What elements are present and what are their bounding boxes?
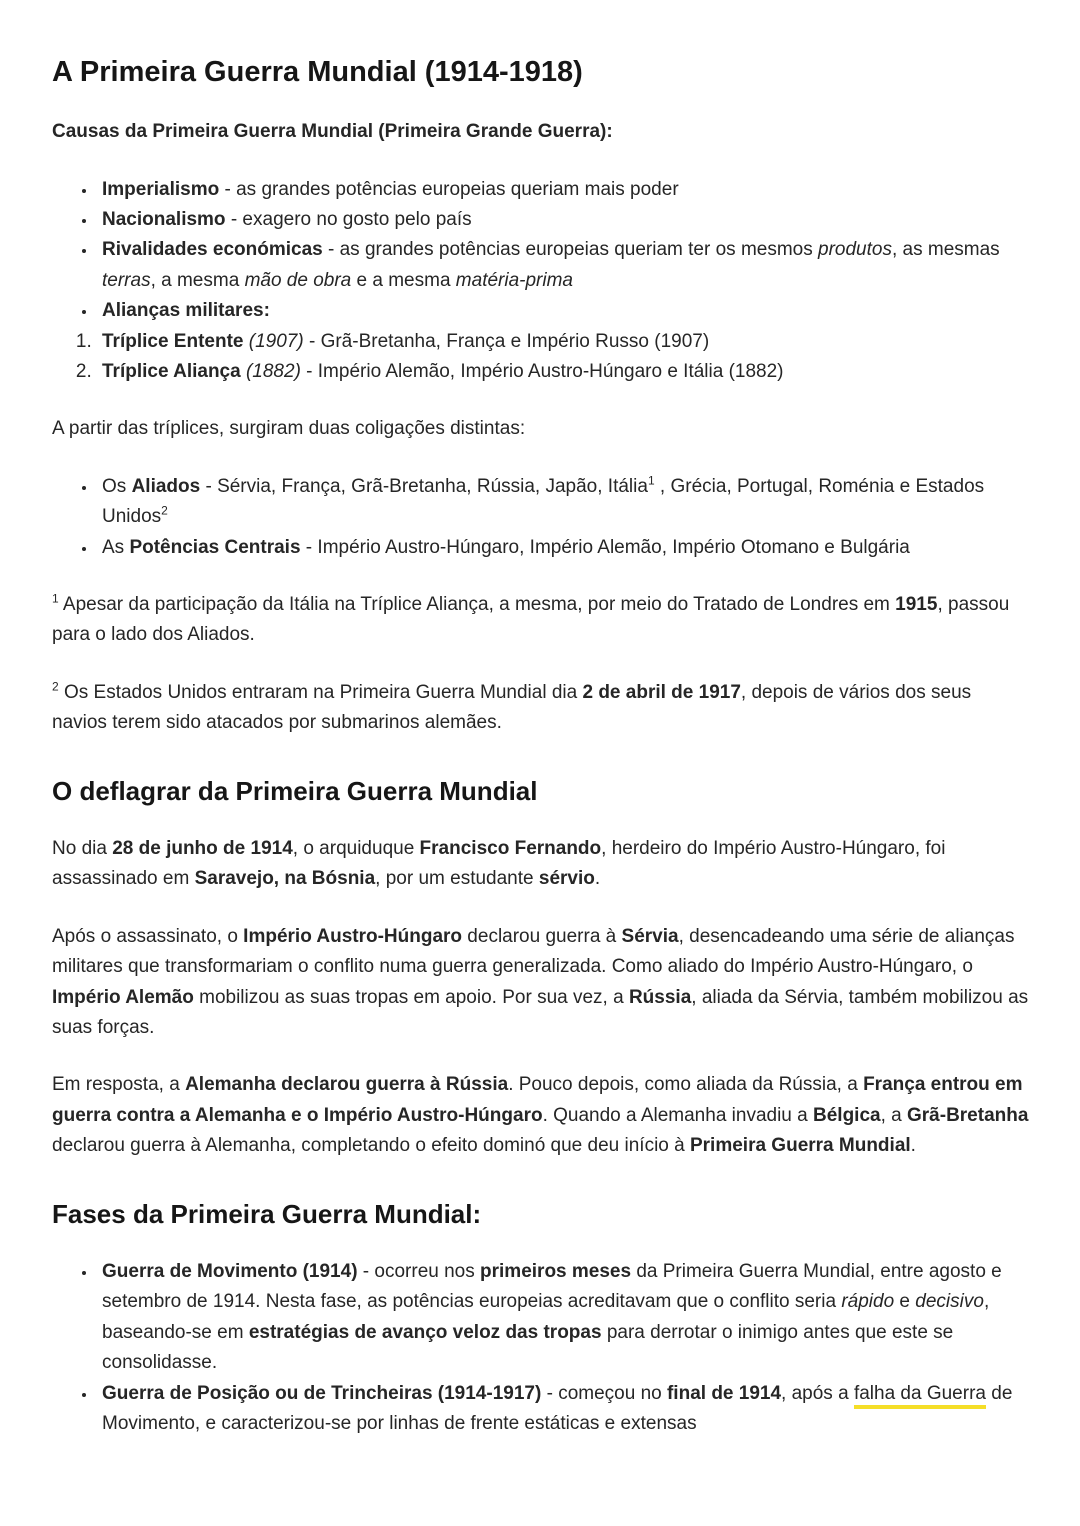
list-item: • Alianças militares: (97, 296, 1030, 326)
deflagrar-paragraph-3: Em resposta, a Alemanha declarou guerra à Rússia. Pouco depois, como aliada da Rússia, a França entrou em guerra contra a Alemanha e o Império Austro-Húngaro. Quando a Alemanha invadiu a Bélgica, a Grã-Bretanha declarou guerra à Alemanha, completando o efeito dominó que deu início à Primeira Guerra Mundial. (52, 1074, 1029, 1157)
footnote-2: $^2$ Os Estados Unidos entraram na Primeira Guerra Mundial dia 2 de abril de 1917, depois de vários dos seus navios terem sido atacados por submarinos alemães. (52, 679, 972, 734)
coligacoes-list (52, 472, 1030, 563)
fases-list (52, 1257, 1030, 1439)
list-item: • Guerra de Movimento (1914) - ocorreu nos primeiros meses da Primeira Guerra Mundial, entre agosto e setembro de 1914. Nesta fase, as potências europeias acreditavam que o conflito seria rápido e decisivo, baseando-se em estratégias de avanço veloz das tropas para derrotar o inimigo antes que este se consolidasse. (97, 1257, 1030, 1379)
deflagrar-heading: O deflagrar da Primeira Guerra Mundial (52, 775, 538, 806)
list-item: • Guerra de Posição ou de Trincheiras (1914-1917) - começou no final de 1914, após a falha da Guerra de Movimento, e caracterizou-se por linhas de frente estáticas e extensas (97, 1379, 1030, 1440)
list-item: • As Potências Centrais - Império Austro-Húngaro, Império Alemão, Império Otomano e Bulgária (97, 533, 1030, 563)
list-item: • Os Aliados - Sérvia, França, Grã-Bretanha, Rússia, Japão, Itália$^1$ , Grécia, Portugal, Roménia e Estados Unidos$^2$ (97, 472, 1030, 533)
causas-list (52, 175, 1030, 327)
footnote-1: $^1$ Apesar da participação da Itália na Tríplice Aliança, a mesma, por meio do Tratado de Londres em 1915, passou para o lado dos Aliados. (52, 591, 1010, 646)
causas-heading: Causas da Primeira Guerra Mundial (Primeira Grande Guerra): (52, 121, 613, 143)
fases-heading: Fases da Primeira Guerra Mundial: (52, 1198, 482, 1229)
document-title: A Primeira Guerra Mundial (1914-1918) (52, 56, 583, 88)
deflagrar-paragraph-2: Após o assassinato, o Império Austro-Húngaro declarou guerra à Sérvia, desencadeando uma série de alianças militares que transformariam o conflito numa guerra generalizada. Como aliado do Império Austro-Húngaro, o Império Alemão mobilizou as suas tropas em apoio. Por sua vez, a Rússia, aliada da Sérvia, também mobilizou as suas forças. (52, 925, 1029, 1038)
list-item: 1. Tríplice Entente (1907) - Grã-Bretanha, França e Império Russo (1907) (97, 327, 1030, 357)
coligacoes-intro: A partir das tríplices, surgiram duas coligações distintas: (52, 418, 526, 440)
aliancas-list (52, 327, 1030, 388)
list-item: • Rivalidades económicas - as grandes potências europeias queriam ter os mesmos produtos, as mesmas terras, a mesma mão de obra e a mesma matéria-prima (97, 235, 1030, 296)
list-item: • Imperialismo - as grandes potências europeias queriam mais poder (97, 175, 1030, 205)
deflagrar-paragraph-1: No dia 28 de junho de 1914, o arquiduque Francisco Fernando, herdeiro do Império Austro-Húngaro, foi assassinado em Saravejo, na Bósnia, por um estudante sérvio. (52, 838, 946, 890)
list-item: 2. Tríplice Aliança (1882) - Império Alemão, Império Austro-Húngaro e Itália (1882) (97, 357, 1030, 387)
list-item: • Nacionalismo - exagero no gosto pelo país (97, 205, 1030, 235)
